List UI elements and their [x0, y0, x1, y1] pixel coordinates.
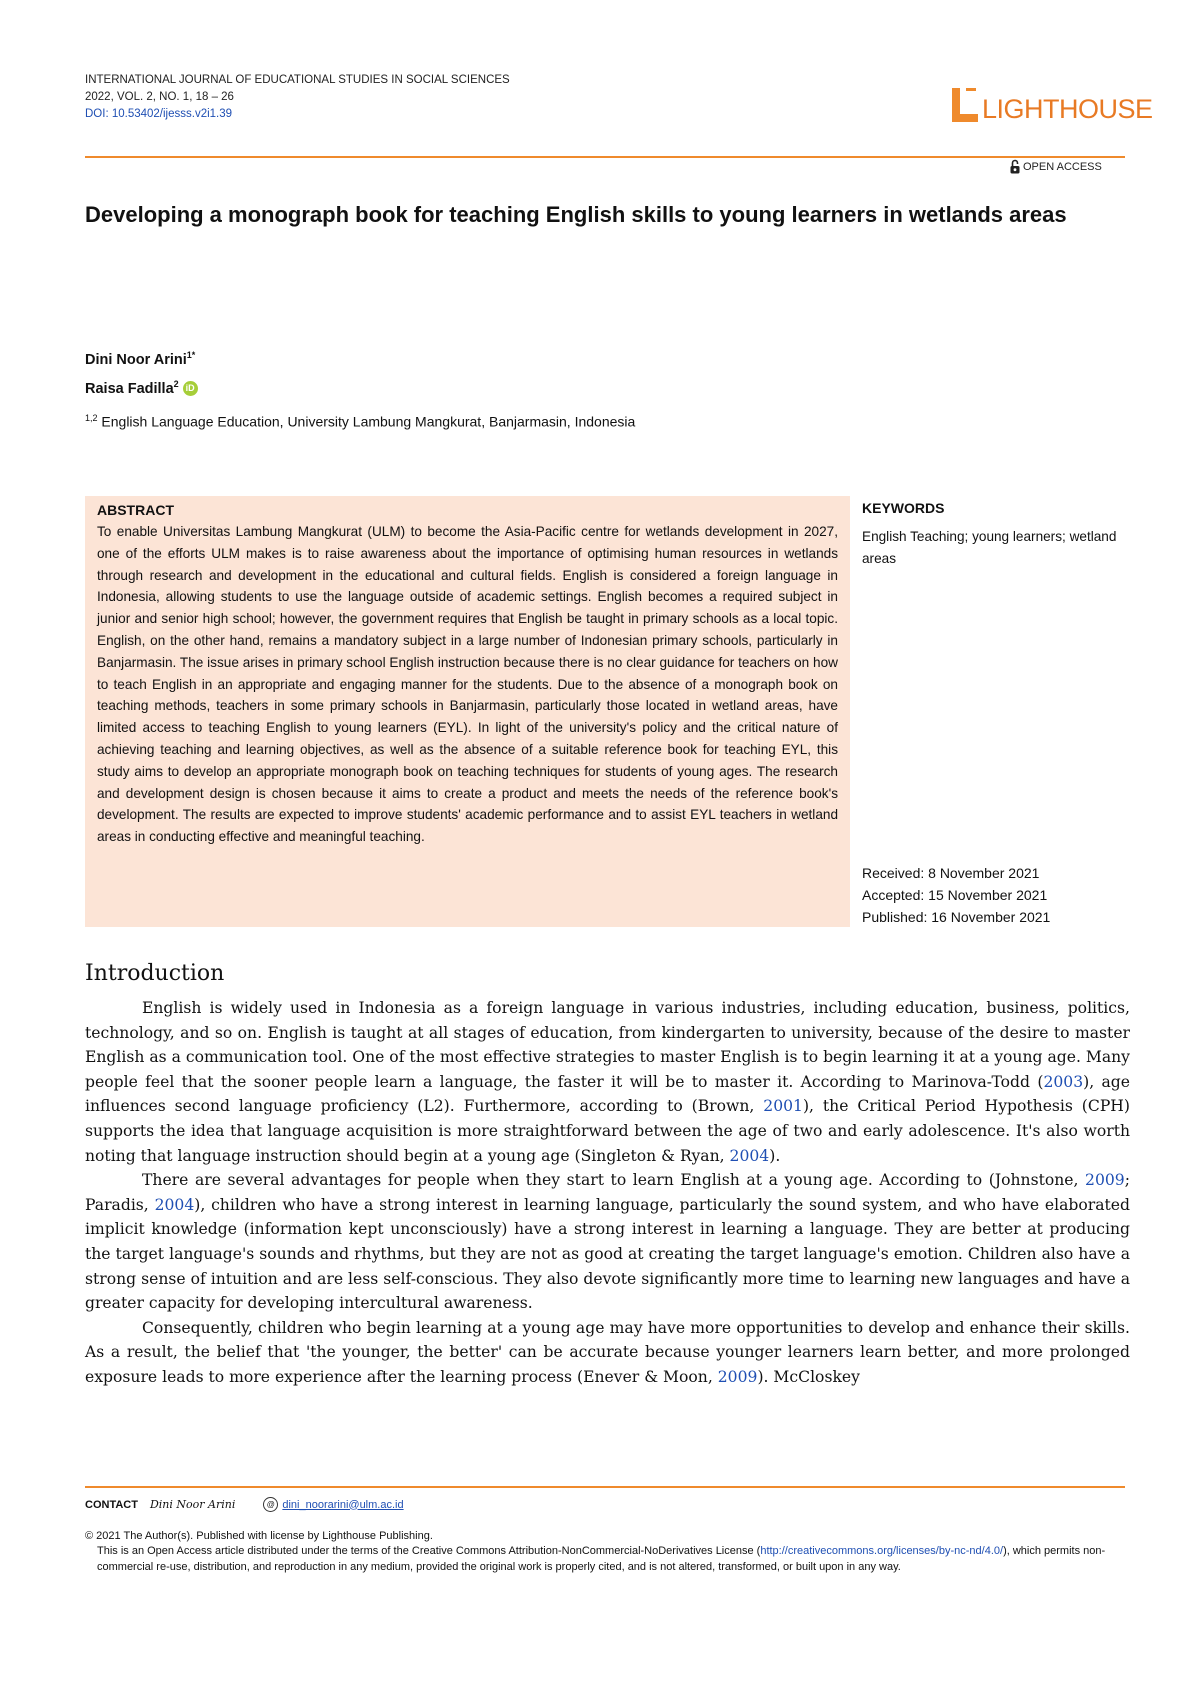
abstract-box	[85, 496, 850, 927]
lighthouse-logo	[950, 84, 1153, 124]
article-dates	[862, 862, 1050, 928]
contact-label: CONTACT	[85, 1498, 138, 1511]
contact-name: Dini Noor Arini	[149, 1498, 236, 1511]
received-date: Received: 8 November 2021	[862, 865, 1040, 881]
citation-link[interactable]: 2004	[729, 1146, 770, 1165]
logo-text: LIGHTHOUSE	[982, 94, 1153, 124]
author-name: Raisa Fadilla	[85, 380, 174, 397]
lighthouse-logo-icon	[950, 84, 980, 124]
text-run: There are several advantages for people when they start to learn English at a young age. According to (Johnstone,	[142, 1171, 1086, 1190]
citation-link[interactable]: 2001	[763, 1097, 803, 1116]
citation-link[interactable]: 2004	[154, 1195, 195, 1214]
open-access-label: OPEN ACCESS	[1023, 160, 1102, 173]
abstract-text: To enable Universitas Lambung Mangkurat (ULM) to become the Asia-Pacific centre for wetlands development in 2027, one of the efforts ULM makes is to raise awareness about the importance of optimising human resources in wetlands through research and development in the educational and cultural fields. English is considered a foreign language in Indonesia, allowing students to use the language outside of academic settings. English becomes a required subject in junior and senior high school; however, the government requires that English be taught in primary schools as a local topic. English, on the other hand, remains a mandatory subject in a large number of Indonesian primary schools, particularly in Banjarmasin. The issue arises in primary school English instruction because there is no clear guidance for teachers on how to teach English in an appropriate and engaging manner for the students. Due to the absence of a monograph book on teaching methods, teachers in some primary schools in Banjarmasin, particularly those located in wetland areas, have limited access to teaching English to young learners (EYL). In light of the university's policy and the critical nature of achieving teaching and learning objectives, as well as the absence of a suitable reference book for teaching EYL, this study aims to develop an appropriate monograph book on teaching techniques for students of young ages. The research and development design is chosen because it aims to create a product and meets the needs of the reference book's development. The results are expected to improve students' academic performance and to assist EYL teachers in wetland areas in conducting effective and meaningful teaching.	[97, 524, 838, 845]
author[interactable]	[85, 372, 198, 401]
footer-divider	[85, 1486, 1125, 1488]
author-sup: 2	[173, 378, 179, 389]
contact-line	[85, 1497, 404, 1512]
citation-link[interactable]: 2009	[1085, 1171, 1125, 1190]
author-sup: 1*	[186, 350, 196, 360]
header-divider	[85, 156, 1125, 158]
contact-email-link[interactable]: dini_noorarini@ulm.ac.id	[282, 1498, 404, 1511]
text-run: Consequently, children who begin learning at a young age may have more opportunities to develop and enhance their skills. As a result, the belief that 'the younger, the better' can be accurate because younger learners learn better, and more prolonged exposure leads to more experience after the learning process (Enever & Moon,	[85, 1318, 1130, 1386]
text-run: ), age influences second language proficiency (L2). Furthermore, according to (Brown,	[85, 1072, 1131, 1116]
author[interactable]	[85, 343, 198, 372]
author-name: Dini Noor Arini	[85, 351, 187, 368]
body-paragraph	[85, 1316, 1130, 1390]
doi-link[interactable]: DOI: 10.53402/ijesss.v2i1.39	[85, 108, 233, 120]
keywords-section	[862, 498, 1130, 570]
body-paragraph	[85, 996, 1130, 1168]
citation-link[interactable]: 2003	[1043, 1072, 1084, 1091]
text-run: ), the Critical Period Hypothesis (CPH) supports the idea that language acquisition is more straightforward between the age of two and early adolescence. It's also worth noting that language instruction should begin at a young age (Singleton & Ryan,	[85, 1097, 1130, 1165]
text-run: This is an Open Access article distributed under the terms of the Creative Commons Attribution-NonCommercial-NoDerivatives License (	[97, 1545, 761, 1557]
volume-info: 2022, VOL. 2, NO. 1, 18 – 26	[85, 91, 234, 103]
abstract-heading: ABSTRACT	[97, 502, 174, 518]
body-paragraph	[85, 1168, 1130, 1316]
published-date: Published: 16 November 2021	[862, 909, 1051, 925]
text-run: ). McCloskey	[757, 1367, 860, 1386]
paper-title: Developing a monograph book for teaching English skills to young learners in wetlands areas	[85, 202, 1067, 227]
journal-info	[85, 72, 510, 123]
accepted-date: Accepted: 15 November 2021	[862, 887, 1048, 903]
orcid-icon[interactable]: iD	[183, 381, 198, 396]
author-list	[85, 343, 198, 401]
open-lock-icon	[1010, 159, 1020, 174]
introduction-body	[85, 996, 1130, 1390]
text-run: ).	[769, 1146, 781, 1165]
text-run: ), children who have a strong interest in learning language, particularly the sound system, and who have elaborated implicit knowledge (information kept unconsciously) have a strong interest in learning a language. They are better at producing the target language's sounds and rhythms, but they are not as good at creating the target language's emotion. Children also have a strong sense of intuition and are less self-conscious. They also devote significantly more time to learning new languages and have a greater capacity for developing intercultural awareness.	[85, 1195, 1130, 1313]
open-access-badge	[1010, 159, 1102, 174]
license-url-link[interactable]: http://creativecommons.org/licenses/by-nc-nd/4.0/	[760, 1545, 1004, 1557]
keywords-heading: KEYWORDS	[862, 500, 945, 516]
keywords-text: English Teaching; young learners; wetland areas	[862, 529, 1117, 566]
citation-link[interactable]: 2009	[717, 1367, 758, 1386]
introduction-heading: Introduction	[85, 961, 225, 986]
affiliation-sup: 1,2	[85, 413, 98, 423]
affiliation	[85, 413, 635, 430]
copyright-notice: © 2021 The Author(s). Published with license by Lighthouse Publishing.	[85, 1530, 433, 1542]
email-icon: @	[263, 1497, 278, 1512]
affiliation-text: English Language Education, University Lambung Mangkurat, Banjarmasin, Indonesia	[101, 413, 636, 430]
text-run: English is widely used in Indonesia as a foreign language in various industries, including education, business, politics, technology, and so on. English is taught at all stages of education, from kindergarten to university, because of the desire to master English as a communication tool. One of the most effective strategies to master English is to begin learning it at a young age. Many people feel that the sooner people learn a language, the faster it will be to master it. According to Marinova-Todd (	[85, 999, 1130, 1091]
text-run: ), which permits non-commercial re-use, distribution, and reproduction in any medium, provided the original work is properly cited, and is not altered, transformed, or built upon in any way.	[97, 1545, 1106, 1573]
license-notice	[97, 1544, 1132, 1575]
text-run: ; Paradis,	[85, 1171, 1130, 1214]
journal-name: INTERNATIONAL JOURNAL OF EDUCATIONAL STUDIES IN SOCIAL SCIENCES	[85, 74, 510, 86]
